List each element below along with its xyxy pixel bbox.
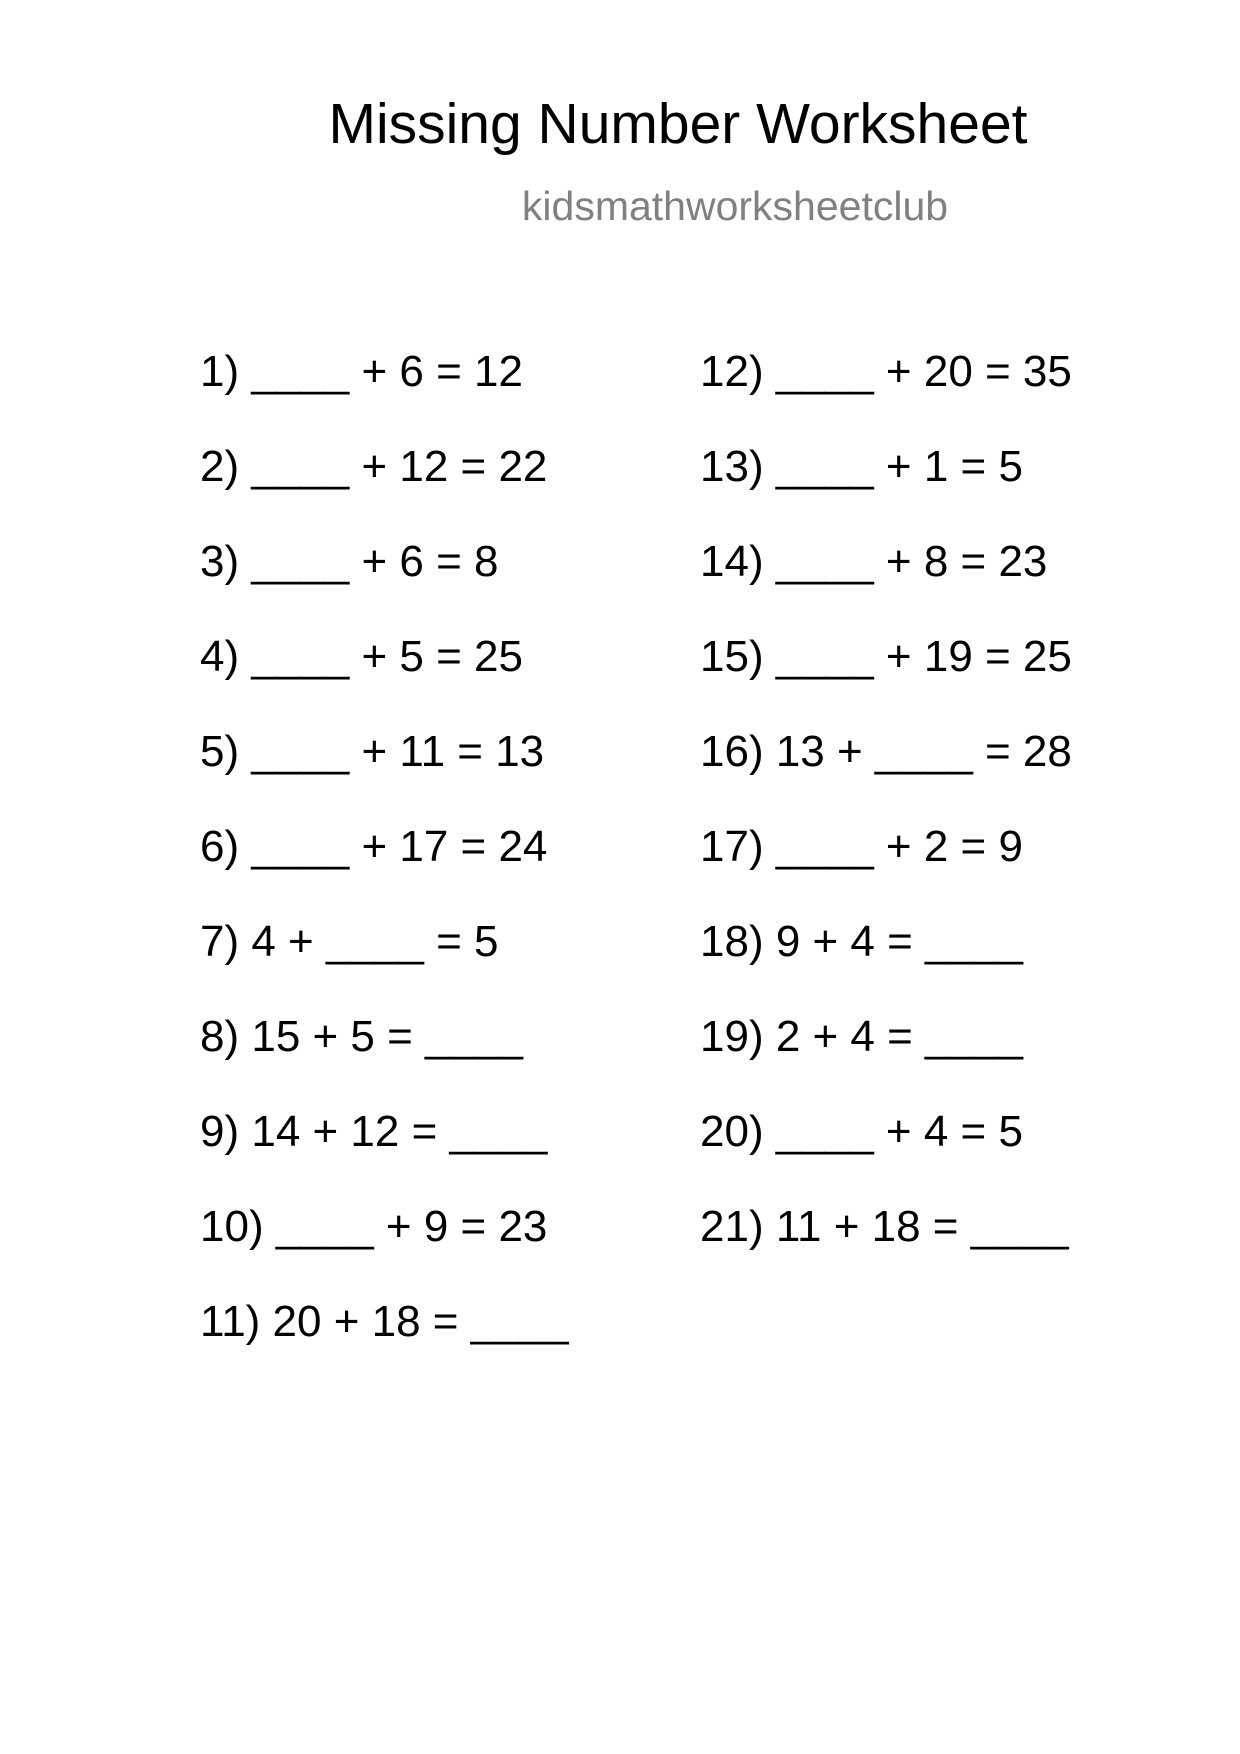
problem-1: 1) ____ + 6 = 12 <box>200 347 523 396</box>
problem-10: 10) ____ + 9 = 23 <box>200 1202 548 1251</box>
worksheet-subtitle: kidsmathworksheetclub <box>521 183 949 229</box>
problem-13: 13) ____ + 1 = 5 <box>700 442 1023 491</box>
problem-5: 5) ____ + 11 = 13 <box>200 727 545 776</box>
problem-12: 12) ____ + 20 = 35 <box>700 347 1072 396</box>
problem-9: 9) 14 + 12 = ____ <box>200 1107 548 1156</box>
problem-3: 3) ____ + 6 = 8 <box>200 537 499 586</box>
problem-19: 19) 2 + 4 = ____ <box>700 1012 1023 1061</box>
problem-7: 7) 4 + ____ = 5 <box>200 917 499 966</box>
problem-14: 14) ____ + 8 = 23 <box>700 537 1048 586</box>
problem-6: 6) ____ + 17 = 24 <box>200 822 548 871</box>
problem-2: 2) ____ + 12 = 22 <box>200 442 548 491</box>
problem-18: 18) 9 + 4 = ____ <box>700 917 1023 966</box>
problem-21: 21) 11 + 18 = ____ <box>700 1202 1069 1251</box>
problem-11: 11) 20 + 18 = ____ <box>200 1297 569 1346</box>
worksheet-title: Missing Number Worksheet <box>328 92 1028 156</box>
problem-8: 8) 15 + 5 = ____ <box>200 1012 523 1061</box>
problems-left-column <box>200 347 569 1395</box>
problem-17: 17) ____ + 2 = 9 <box>700 822 1023 871</box>
problem-15: 15) ____ + 19 = 25 <box>700 632 1072 681</box>
problems-right-column <box>700 347 1072 1300</box>
problem-20: 20) ____ + 4 = 5 <box>700 1107 1023 1156</box>
problem-4: 4) ____ + 5 = 25 <box>200 632 523 681</box>
problem-16: 16) 13 + ____ = 28 <box>700 727 1072 776</box>
